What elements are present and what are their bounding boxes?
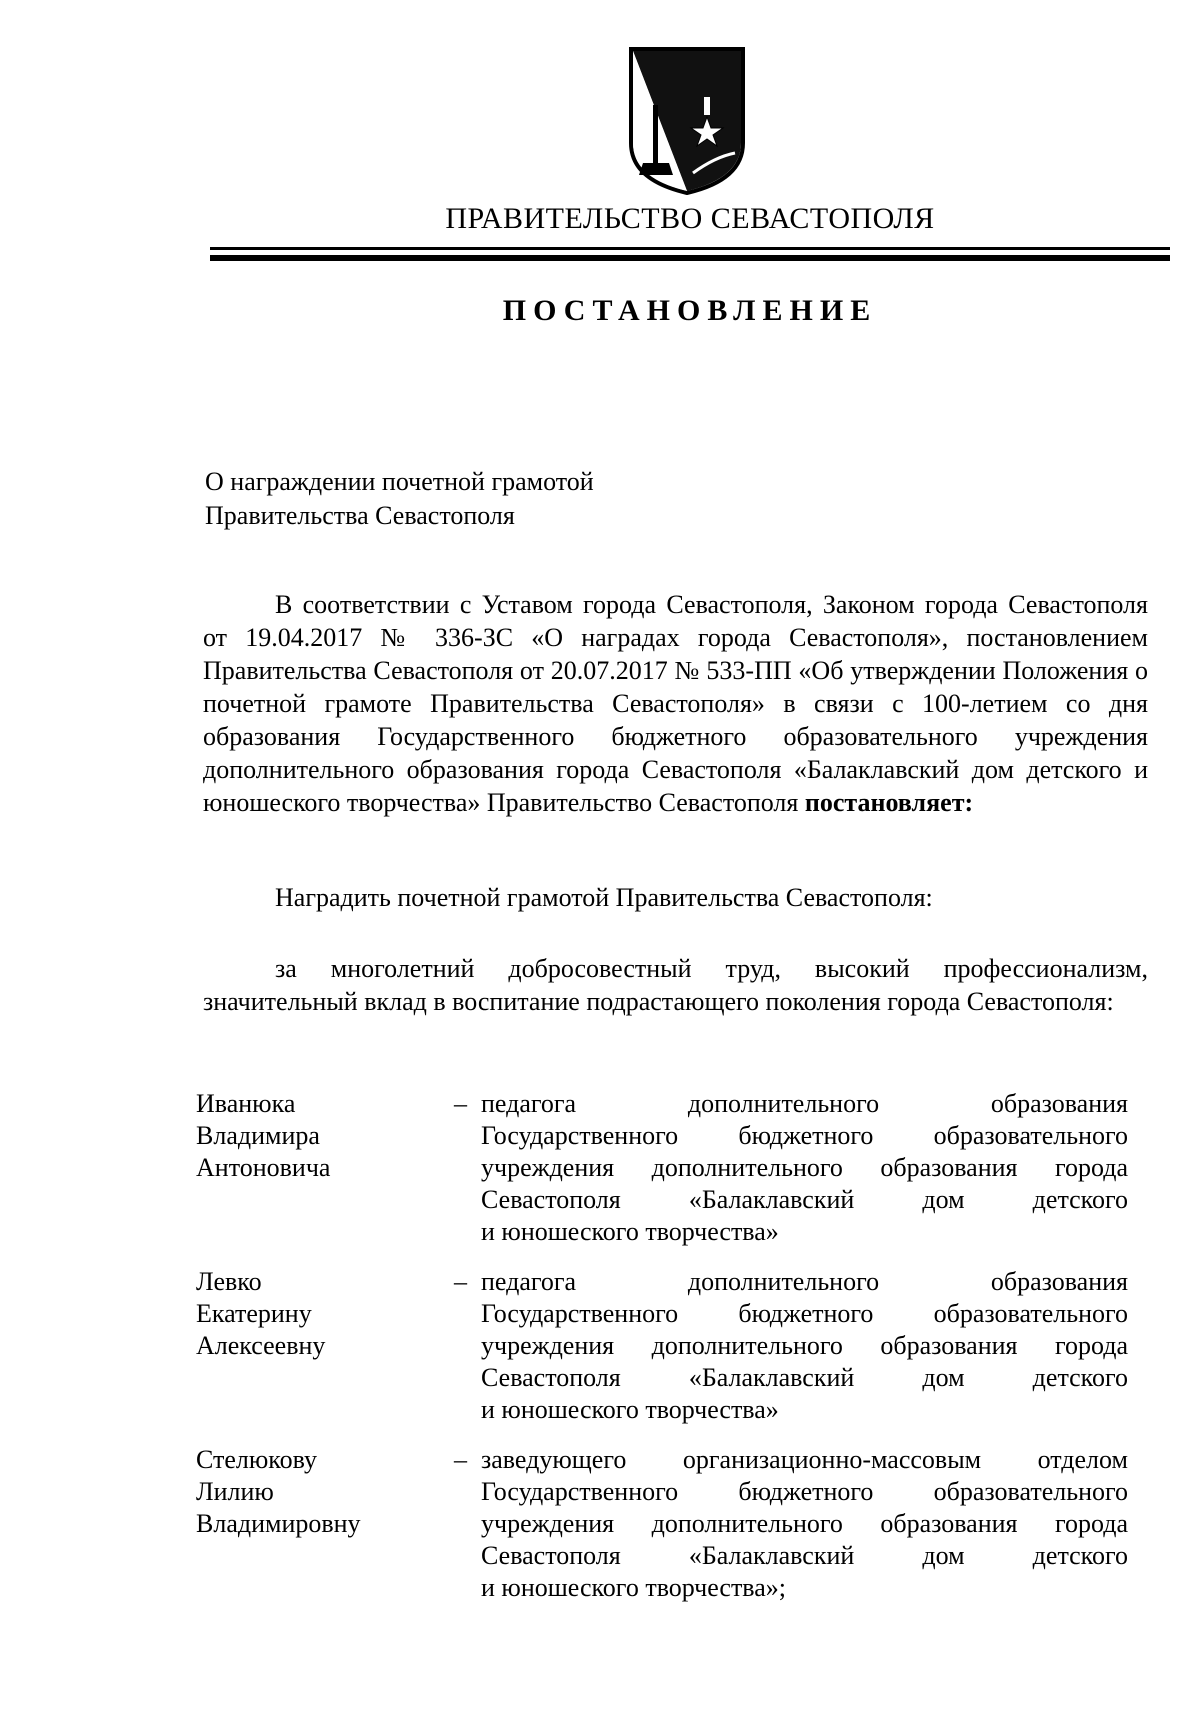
document-type-title: ПОСТАНОВЛЕНИЕ xyxy=(502,294,878,327)
recipient-name: Стелюкову Лилию Владимировну xyxy=(196,1445,361,1538)
merit-text: за многолетний добросовестный труд, высокий профессионализм, значительный вклад в воспитание подрастающего поколения города Севастополя: xyxy=(203,954,1148,1016)
preamble-emphasis: постановляет: xyxy=(804,788,974,817)
preamble-paragraph xyxy=(203,588,1148,819)
dash-separator: – xyxy=(454,1445,467,1474)
sevastopol-coat-of-arms-icon xyxy=(625,45,749,195)
dash-separator: – xyxy=(454,1089,467,1118)
header-divider-thin xyxy=(210,247,1170,250)
dash-separator: – xyxy=(454,1267,467,1296)
government-title: ПРАВИТЕЛЬСТВО СЕВАСТОПОЛЯ xyxy=(445,202,935,235)
subject-line: О награждении почетной грамотой xyxy=(205,467,594,496)
recipient-position: заведующего организационно-массовым отделом Государственного бюджетного образовательного учреждения дополнительного образования города Севастополя «Балаклавский дом детского и юношеского творчества»; xyxy=(481,1445,1128,1602)
subject-line: Правительства Севастополя xyxy=(205,501,515,530)
recipient-position: педагога дополнительного образования Государственного бюджетного образовательного учреждения дополнительного образования города Севастополя «Балаклавский дом детского и юношеского творчества» xyxy=(481,1089,1128,1246)
recipient-name: Левко Екатерину Алексеевну xyxy=(196,1267,326,1360)
recipient-name: Иванюка Владимира Антоновича xyxy=(196,1089,331,1182)
recipient-position: педагога дополнительного образования Государственного бюджетного образовательного учреждения дополнительного образования города Севастополя «Балаклавский дом детского и юношеского творчества» xyxy=(481,1267,1128,1424)
document-subject xyxy=(205,465,594,533)
merit-paragraph xyxy=(203,952,1148,1018)
preamble-text: В соответствии с Уставом города Севастополя, Законом города Севастополя от 19.04.2017 № 336-ЗС «О наградах города Севастополя», постановлением Правительства Севастополя от 20.07.2017 № 533-ПП «Об утверждении Положения о почетной грамоте Правительства Севастополя» в связи с 100-летием со дня образования Государственного бюджетного образовательного учреждения дополнительного образования города Севастополя «Балаклавский дом детского и юношеского творчества» Правительство Севастополя xyxy=(203,590,1148,817)
header-divider-thick xyxy=(210,255,1170,261)
award-statement: Наградить почетной грамотой Правительства Севастополя: xyxy=(275,883,933,912)
